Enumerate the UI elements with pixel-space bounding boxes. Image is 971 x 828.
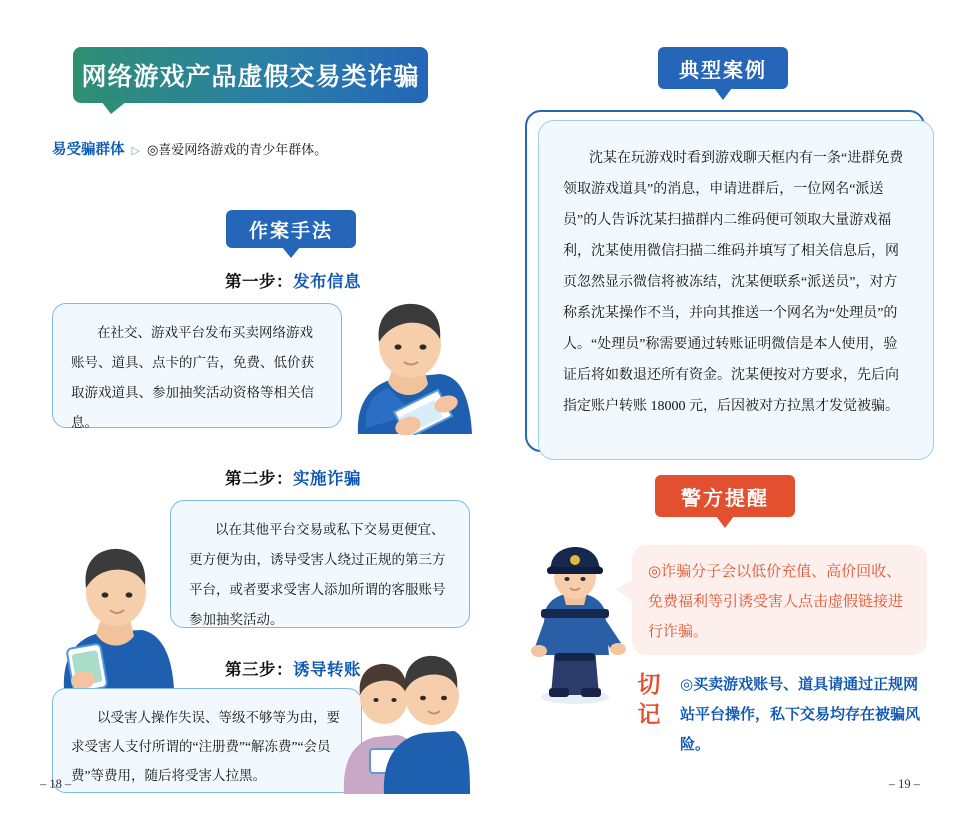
method-heading: 作案手法 bbox=[226, 210, 356, 248]
triangle-right-icon: ▷ bbox=[131, 145, 140, 157]
victims-text: ◎喜爱网络游戏的青少年群体。 bbox=[146, 142, 328, 157]
illustration-man-holding-phone bbox=[50, 540, 180, 695]
police-warning-bubble: ◎诈骗分子会以低价充值、高价回收、免费福利等引诱受害人点击虚假链接进行诈骗。 bbox=[632, 545, 927, 655]
step-2-text: 以在其他平台交易或私下交易更便宜、更方便为由，诱导受害人绕过正规的第三方平台，或者要求受害人添加所谓的客服账号参加抽奖活动。 bbox=[189, 522, 446, 627]
step-3-body bbox=[52, 688, 362, 793]
step-3-prefix: 第三步： bbox=[225, 660, 293, 679]
page-number-right: – 19 – bbox=[888, 777, 920, 791]
step-2-heading bbox=[225, 465, 361, 489]
case-body bbox=[538, 120, 934, 460]
illustration-person-with-phone bbox=[336, 300, 476, 440]
victims-label: 易受骗群体 bbox=[52, 142, 125, 158]
step-2-body bbox=[170, 500, 470, 628]
step-3-text: 以受害人操作失误、等级不够等为由，要求受害人支付所谓的“注册费”“解冻费”“会员费”等费用，随后将受害人拉黑。 bbox=[71, 710, 340, 783]
illustration-two-people bbox=[340, 645, 470, 800]
step-1-text: 在社交、游戏平台发布买卖网络游戏账号、道具、点卡的广告，免费、低价获取游戏道具、参加抽奖活动资格等相关信息。 bbox=[71, 325, 314, 430]
step-3-title: 诱导转账 bbox=[293, 660, 361, 679]
illustration-police-officer bbox=[515, 545, 635, 710]
remember-stamp: 切记 bbox=[637, 672, 661, 727]
step-1-title: 发布信息 bbox=[293, 272, 361, 291]
remember-text: ◎买卖游戏账号、道具请通过正规网站平台操作，私下交易均存在被骗风险。 bbox=[680, 677, 921, 753]
case-text: 沈某在玩游戏时看到游戏聊天框内有一条“进群免费领取游戏道具”的消息，申请进群后，一位网名“派送员”的人告诉沈某扫描群内二维码便可领取大量游戏福利，沈某使用微信扫描二维码并填写了相关信息后，网页忽然显示微信将被冻结，沈某便联系“派送员”，对方称系沈某操作不当，并向其推送一个网名为“处理员”的人。“处理员”称需要通过转账证明微信是本人使用，验证后将如数退还所有资金。沈某便按对方要求，先后向指定账户转账 18000 元，后因被对方拉黑才发觉被骗。 bbox=[563, 151, 904, 414]
step-2-prefix: 第二步： bbox=[225, 469, 293, 488]
page-title: 网络游戏产品虚假交易类诈骗 bbox=[73, 47, 428, 103]
step-2-title: 实施诈骗 bbox=[293, 469, 361, 488]
case-heading: 典型案例 bbox=[658, 47, 788, 89]
step-1-body bbox=[52, 303, 342, 428]
victims-line bbox=[52, 138, 472, 159]
page-number-left: – 18 – bbox=[40, 777, 72, 791]
police-heading: 警方提醒 bbox=[655, 475, 795, 517]
step-1-prefix: 第一步： bbox=[225, 272, 293, 291]
step-1-heading bbox=[225, 268, 361, 292]
left-page bbox=[40, 20, 470, 810]
right-page bbox=[500, 20, 940, 810]
